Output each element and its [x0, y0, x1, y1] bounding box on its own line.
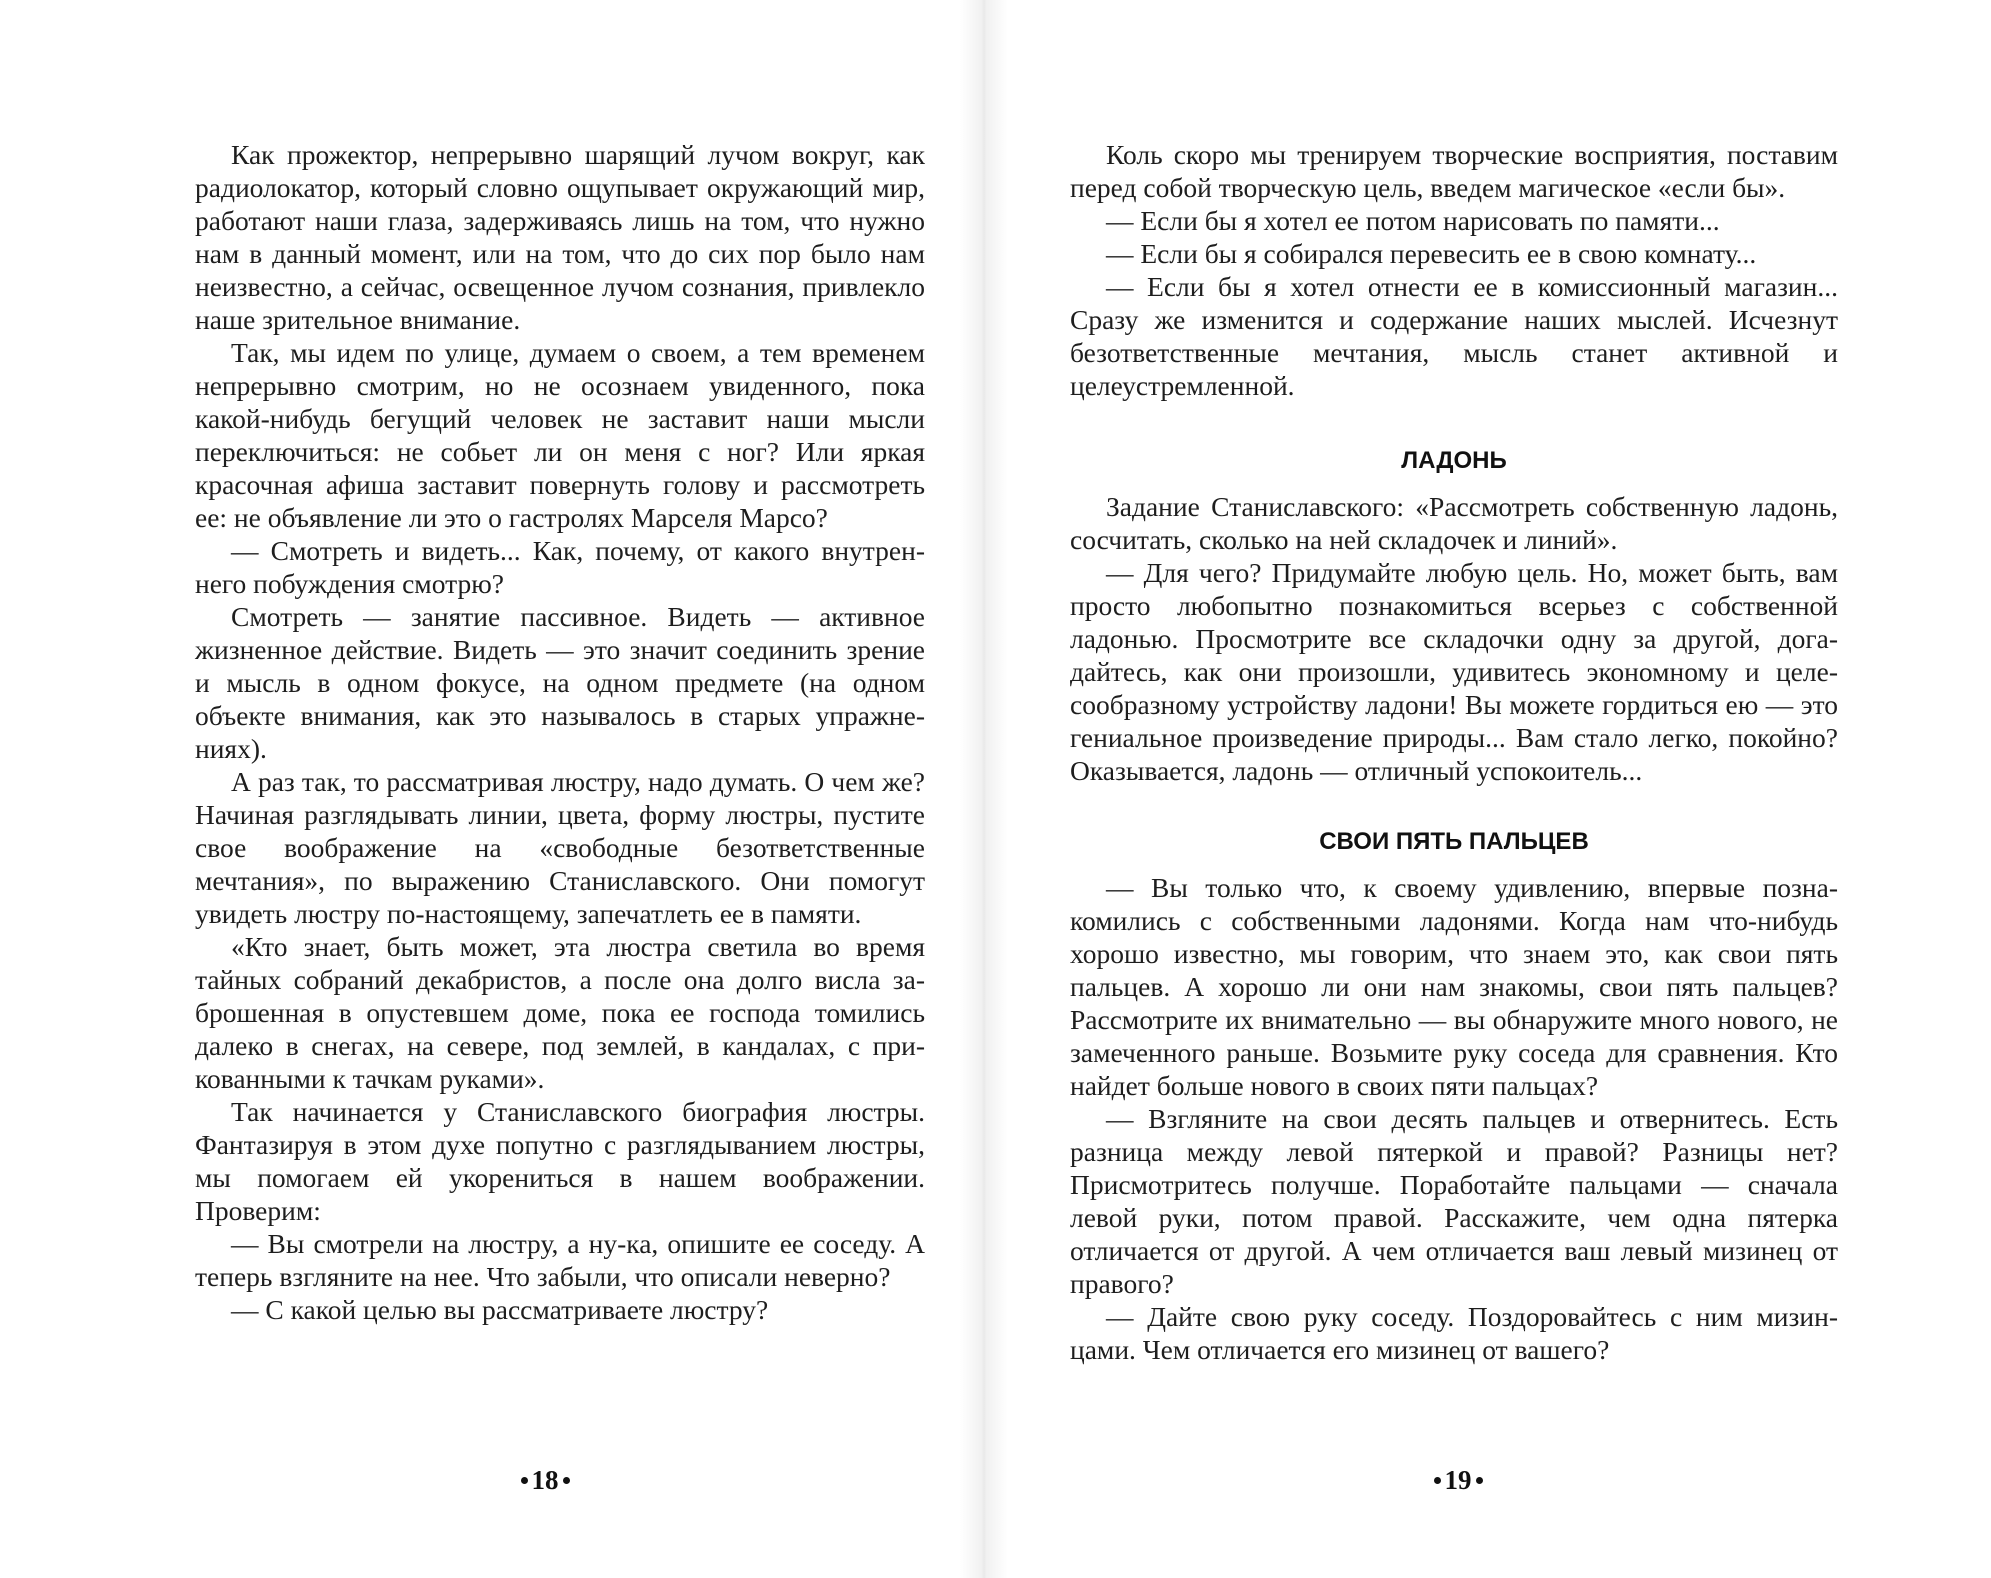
section-heading-five-fingers: СВОИ ПЯТЬ ПАЛЬЦЕВ	[1319, 828, 1589, 855]
body-paragraph: «Кто знает, быть может, эта люстра светила во время тайных собраний декабристов, а после она долго висла заброшенная в опустевшем доме, пока ее господа томились далеко в снегах, на севере, под землей, в кандалах, с прикованными к тачкам руками».	[195, 931, 925, 1094]
body-paragraph: Задание Станиславского: «Рассмотреть собственную ладонь, сосчитать, сколько на ней складочек и линий».	[1070, 491, 1838, 555]
body-paragraph: — Если бы я хотел ее потом нарисовать по памяти...	[1106, 205, 1720, 236]
body-paragraph: Так начинается у Станиславского биография люстры. Фантазируя в этом духе попутно с разглядыванием люстры, мы помогаем ей укорениться в нашем воображении. Проверим:	[195, 1096, 925, 1226]
bullet-dot-icon	[521, 1477, 528, 1484]
body-paragraph: Как прожектор, непрерывно шарящий лучом вокруг, как радиолокатор, который словно ощупывает окружающий мир, работают наши глаза, задерживаясь лишь на том, что нужно нам в данный момент, или на том, что до сих пор было нам неизвестно, а сейчас, освещенное лучом сознания, привлекло наше зрительное внимание.	[195, 139, 925, 335]
body-paragraph: А раз так, то рассматривая люстру, надо думать. О чем же? Начиная разглядывать линии, цвета, форму люстры, пустите свое воображение на «свободные безответственные мечтания», по выражению Станиславского. Они помогут увидеть люстру по-настоящему, запечатлеть ее в памяти.	[195, 766, 925, 929]
section-heading-ladon: ЛАДОНЬ	[1401, 447, 1507, 474]
body-paragraph: Смотреть — занятие пассивное. Видеть — активное жизненное действие. Видеть — это значит соединить зрение и мысль в одном фокусе, на одном предмете (на одном объекте внимания, как это называлось в старых упражнениях).	[195, 601, 925, 764]
page-number-right	[1398, 1464, 1518, 1496]
bullet-dot-icon	[1434, 1477, 1441, 1484]
body-paragraph: — Если бы я хотел отнести ее в комиссионный магазин... Сразу же изменится и содержание наших мыслей. Исчезнут безответственные мечтания, мысль станет активной и целеустремленной.	[1070, 271, 1838, 401]
body-paragraph: — С какой целью вы рассматриваете люстру?	[231, 1294, 769, 1325]
body-paragraph: — Взгляните на свои десять пальцев и отвернитесь. Есть разница между левой пятеркой и правой? Разницы нет? Присмотритесь получше. Поработайте пальцами — сначала левой руки, потом правой. Расскажите, чем одна пятерка отличается от другой. А чем отличается ваш левый мизинец от правого?	[1070, 1103, 1838, 1299]
body-paragraph: — Смотреть и видеть... Как, почему, от какого внутреннего побуждения смотрю?	[195, 535, 925, 599]
left-page	[195, 138, 925, 1326]
bullet-dot-icon	[1476, 1477, 1483, 1484]
body-paragraph: — Дайте свою руку соседу. Поздоровайтесь с ним мизинцами. Чем отличается его мизинец от вашего?	[1070, 1301, 1838, 1365]
page-number-text: 18	[531, 1465, 559, 1495]
right-page	[1070, 138, 1838, 1366]
body-paragraph: — Если бы я собирался перевесить ее в свою комнату...	[1106, 238, 1757, 269]
body-paragraph: Коль скоро мы тренируем творческие восприятия, поставим перед собой творческую цель, введем магическое «если бы».	[1070, 139, 1838, 203]
page-number-text: 19	[1444, 1465, 1472, 1495]
body-paragraph: — Вы только что, к своему удивлению, впервые познакомились с собственными ладонями. Когда нам что-нибудь хорошо известно, мы говорим, что знаем это, как свои пять пальцев. А хорошо ли они нам знакомы, свои пять пальцев? Рассмотрите их внимательно — вы обнаружите много нового, не замеченного раньше. Возьмите руку соседа для сравнения. Кто найдет больше нового в своих пяти пальцах?	[1070, 872, 1838, 1101]
body-paragraph: — Вы смотрели на люстру, а ну-ка, опишите ее соседу. А теперь взгляните на нее. Что забыли, что описали неверно?	[195, 1228, 925, 1292]
page-number-left	[485, 1464, 605, 1496]
body-paragraph: Так, мы идем по улице, думаем о своем, а тем временем непрерывно смотрим, но не осознаем увиденного, пока какой-нибудь бегущий человек не заставит наши мысли переключиться: не собьет ли он меня с ног? Или яркая красочная афиша заставит повернуть голову и рассмотреть ее: не объявление ли это о гастролях Марселя Марсо?	[195, 337, 925, 533]
bullet-dot-icon	[563, 1477, 570, 1484]
book-gutter	[960, 0, 1008, 1578]
body-paragraph: — Для чего? Придумайте любую цель. Но, может быть, вам просто любопытно познакомиться всерьез с собственной ладонью. Просмотрите все складочки одну за другой, догадайтесь, как они произошли, удивитесь экономному и целесообразному устройству ладони! Вы можете гордиться ею — это гениальное произведение природы... Вам стало легко, покойно? Оказывается, ладонь — отличный успокоитель...	[1070, 557, 1838, 786]
